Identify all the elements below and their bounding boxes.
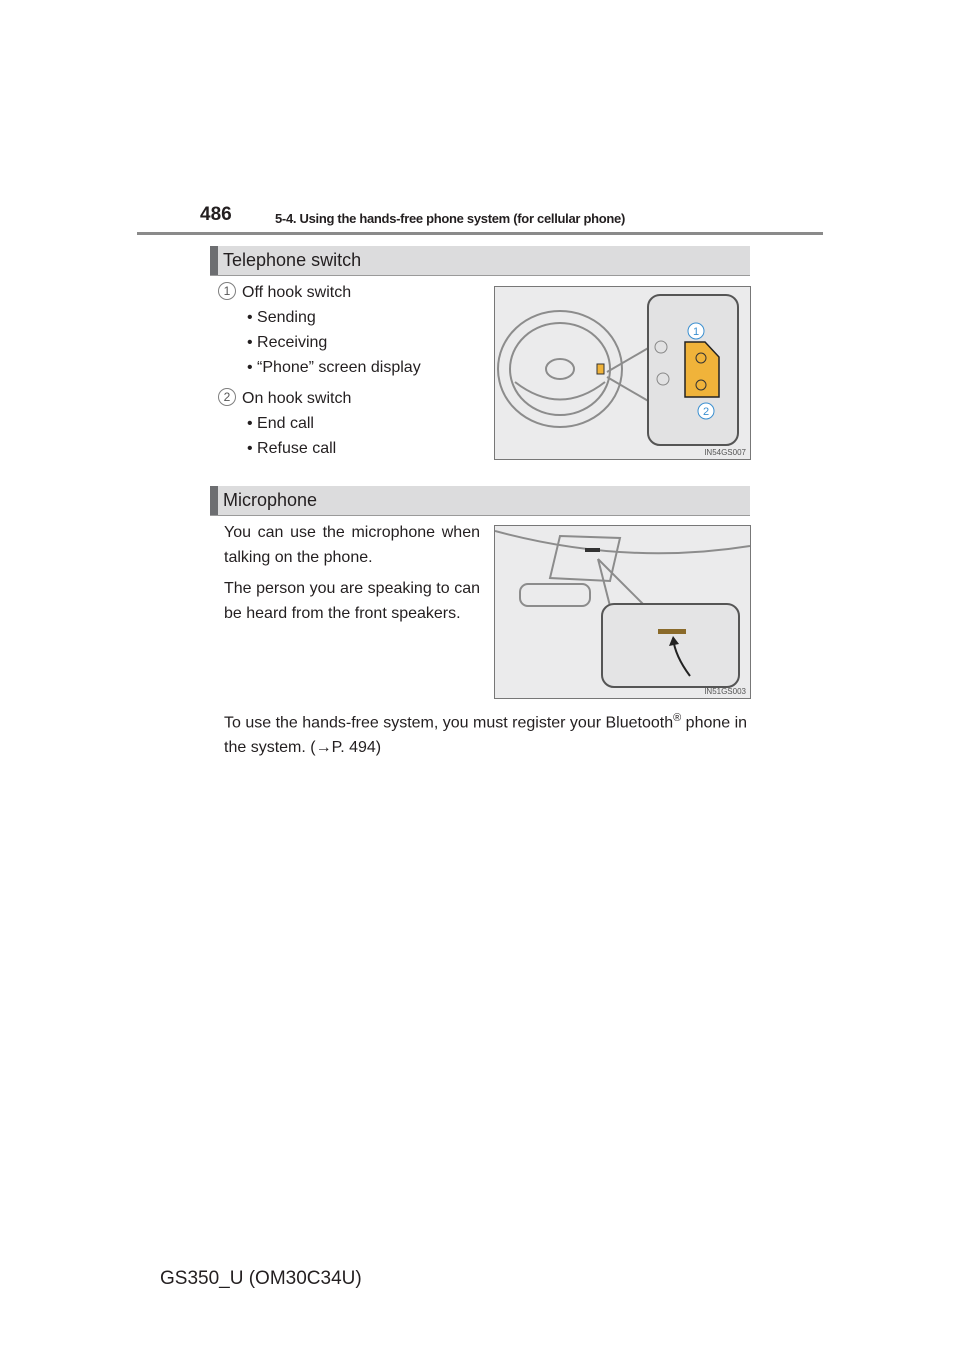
page-number: 486 xyxy=(200,204,232,225)
section-header-telephone-switch xyxy=(210,246,750,276)
section-title: Microphone xyxy=(223,490,318,510)
item-label: Off hook switch xyxy=(242,284,352,301)
callout-number: 2 xyxy=(218,388,236,406)
bullet: • “Phone” screen display xyxy=(247,359,421,376)
callout-number: 1 xyxy=(218,282,236,300)
bullet: • Refuse call xyxy=(247,440,337,457)
callout-2: 2 xyxy=(702,406,710,418)
item-off-hook xyxy=(218,280,351,305)
bluetooth-note: To use the hands-free system, you must register your Bluetooth® phone in the system. (→P. 494) xyxy=(224,712,748,757)
header-divider xyxy=(137,232,823,235)
bullet: • Receiving xyxy=(247,334,328,351)
item-on-hook xyxy=(218,386,351,411)
figure-code: IN54GS007 xyxy=(704,448,746,457)
model-footer: GS350_U (OM30C34U) xyxy=(160,1268,362,1289)
microphone-para-2: The person you are speaking to can be heard from the front speakers. xyxy=(224,580,480,622)
bullet: • End call xyxy=(247,415,314,432)
item-label: On hook switch xyxy=(242,390,352,407)
microphone-para-1: You can use the microphone when talking on the phone. xyxy=(224,524,480,566)
steering-switch-illustration xyxy=(494,286,751,460)
section-title: Telephone switch xyxy=(223,250,362,270)
bullet: • Sending xyxy=(247,309,316,326)
microphone-illustration xyxy=(494,525,751,699)
figure-code: IN51GS003 xyxy=(704,687,746,696)
section-header-microphone xyxy=(210,486,750,516)
page-reference-link[interactable]: P. 494 xyxy=(331,739,376,757)
chapter-title: 5-4. Using the hands-free phone system (for cellular phone) xyxy=(275,211,625,226)
callout-1: 1 xyxy=(692,326,700,338)
